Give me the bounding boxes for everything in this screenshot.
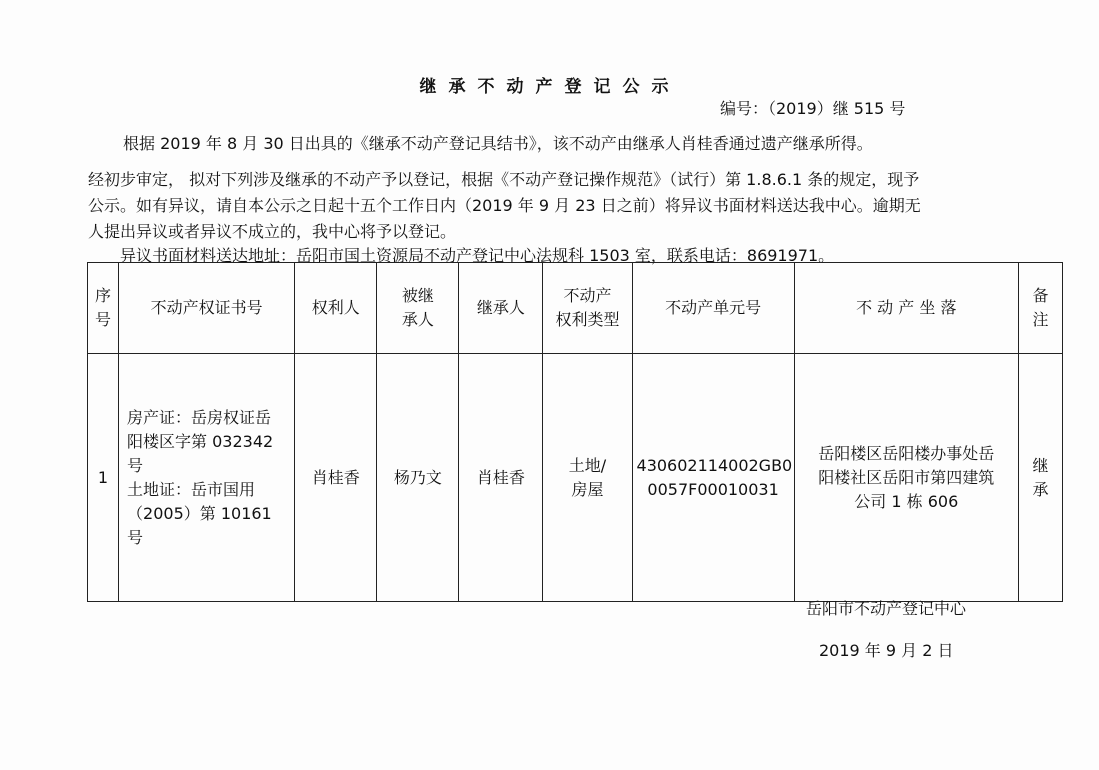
header-seq: 序 号 bbox=[88, 263, 119, 354]
paragraph-1: 根据 2019 年 8 月 30 日出具的《继承不动产登记具结书》，该不动产由继承人肖桂香通过遗产继承所得。 bbox=[123, 134, 873, 153]
cell-heir: 肖桂香 bbox=[459, 354, 543, 602]
paragraph-3: 公示。如有异议，请自本公示之日起十五个工作日内（2019 年 9 月 23 日之前）将异议书面材料送达我中心。逾期无 bbox=[88, 196, 921, 215]
header-right-type: 不动产 权利类型 bbox=[543, 263, 632, 354]
paragraph-address: 异议书面材料送达地址：岳阳市国土资源局不动产登记中心法规科 1503 室，联系电话：8691971。 bbox=[120, 246, 835, 265]
header-remark: 备 注 bbox=[1018, 263, 1062, 354]
document-title: 继承不动产登记公示 bbox=[419, 77, 681, 97]
issuing-organization: 岳阳市不动产登记中心 bbox=[806, 599, 967, 618]
header-owner: 权利人 bbox=[295, 263, 377, 354]
header-heir: 继承人 bbox=[459, 263, 543, 354]
header-decedent: 被继 承人 bbox=[377, 263, 459, 354]
header-unit-no: 不动产单元号 bbox=[632, 263, 794, 354]
cell-right-type: 土地/ 房屋 bbox=[543, 354, 632, 602]
header-location: 不 动 产 坐 落 bbox=[794, 263, 1018, 354]
cell-decedent: 杨乃文 bbox=[377, 354, 459, 602]
paragraph-4: 人提出异议或者异议不成立的，我中心将予以登记。 bbox=[88, 222, 457, 241]
issue-date: 2019 年 9 月 2 日 bbox=[819, 641, 954, 660]
cell-unit-no: 430602114002GB0 0057F00010031 bbox=[632, 354, 794, 602]
cell-owner: 肖桂香 bbox=[295, 354, 377, 602]
inheritance-table bbox=[87, 262, 1063, 602]
paragraph-2: 经初步审定， 拟对下列涉及继承的不动产予以登记，根据《不动产登记操作规范》（试行）第 1.8.6.1 条的规定，现予 bbox=[88, 170, 920, 189]
table-row bbox=[88, 354, 1063, 602]
cell-location: 岳阳楼区岳阳楼办事处岳 阳楼社区岳阳市第四建筑 公司 1 栋 606 bbox=[794, 354, 1018, 602]
table-header-row bbox=[88, 263, 1063, 354]
document-number: 编号：（2019）继 515 号 bbox=[720, 99, 906, 118]
cell-cert-no: 房产证：岳房权证岳 阳楼区字第 032342 号 土地证：岳市国用 （2005）第 10161 号 bbox=[119, 354, 295, 602]
cell-seq: 1 bbox=[88, 354, 119, 602]
cell-remark: 继 承 bbox=[1018, 354, 1062, 602]
header-cert-no: 不动产权证书号 bbox=[119, 263, 295, 354]
